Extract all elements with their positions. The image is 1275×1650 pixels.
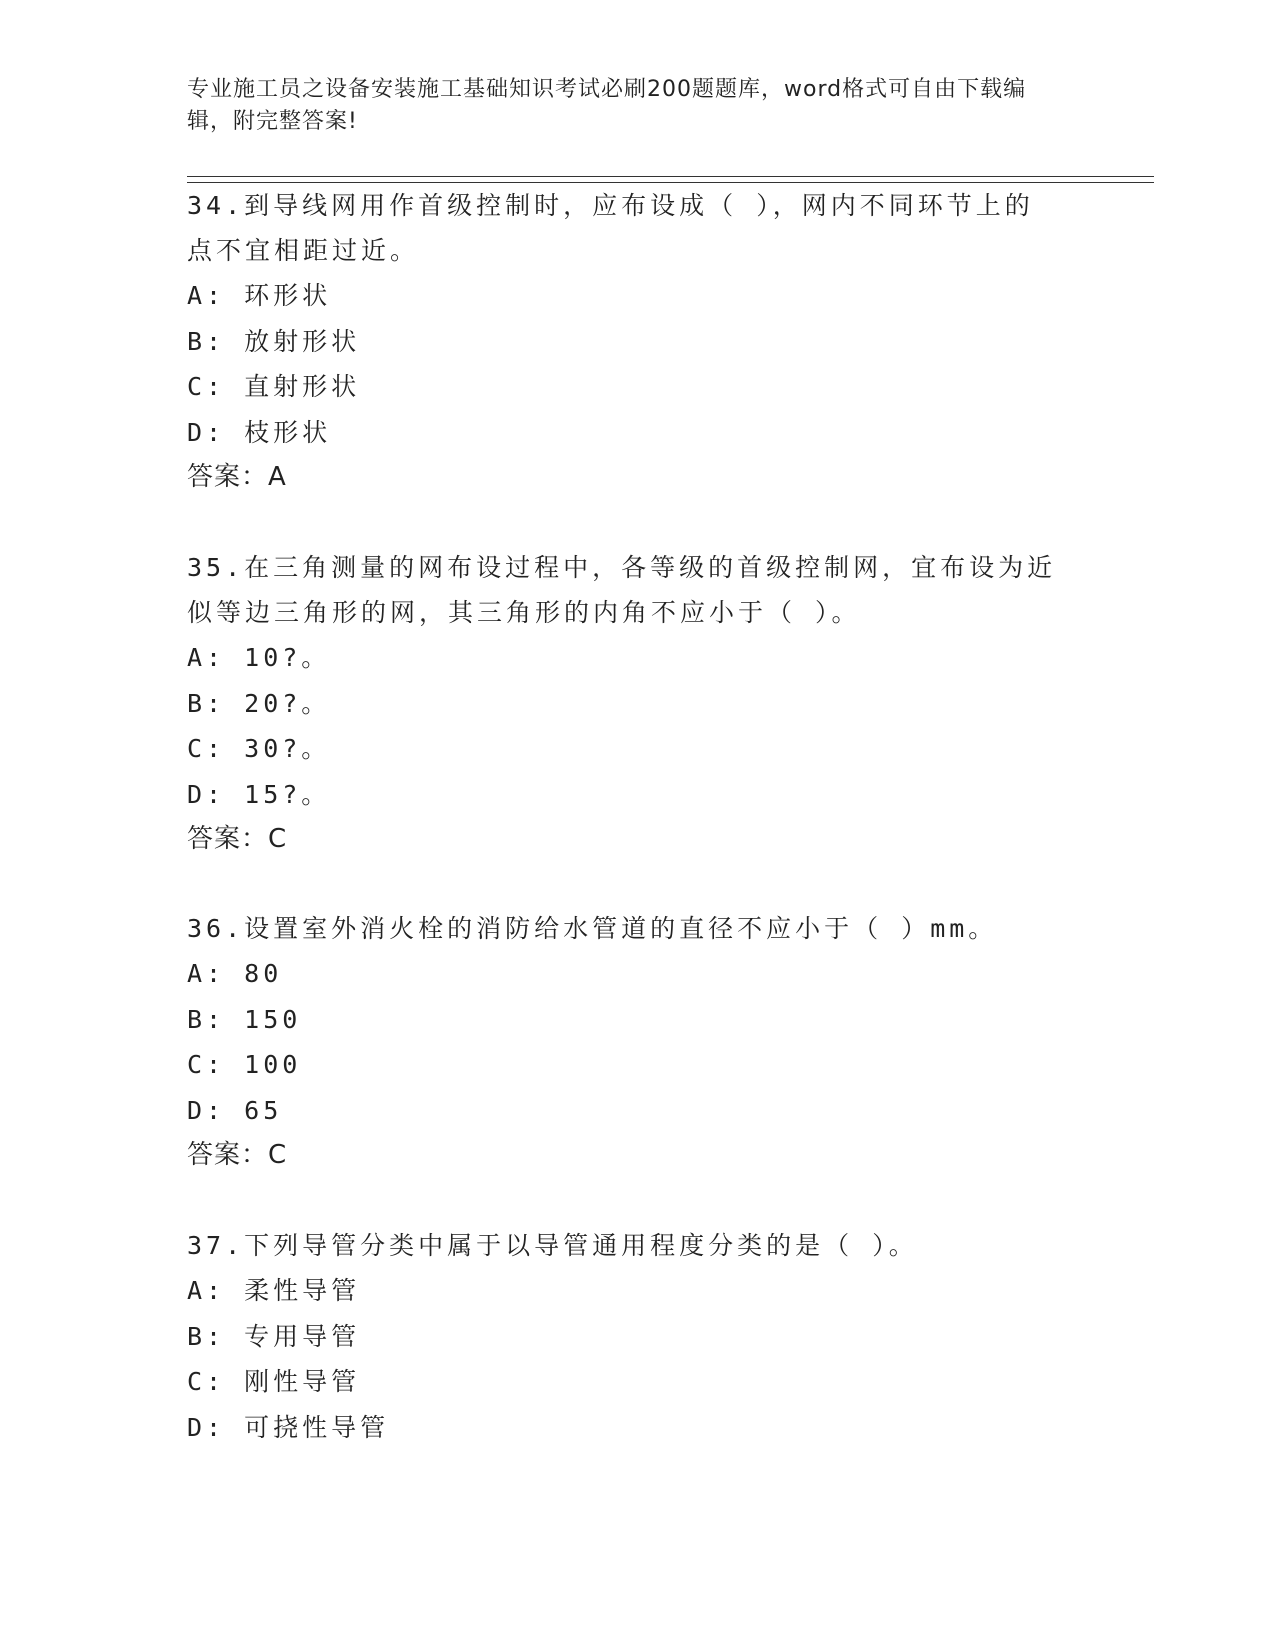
option-b: B: 20?。 — [187, 688, 331, 718]
option-d: D: 可挠性导管 — [187, 1412, 390, 1442]
option-a: A: 80 — [187, 959, 283, 988]
option-b: B: 放射形状 — [187, 326, 361, 356]
header-divider — [187, 176, 1154, 183]
option-c: C: 直射形状 — [187, 372, 361, 401]
question-stem: 36.设置室外消火栓的消防给水管道的直径不应小于（ ）mm。 — [187, 914, 998, 943]
option-c: C: 100 — [187, 1050, 302, 1079]
answer: 答案：A — [187, 462, 287, 492]
option-a: A: 环形状 — [187, 281, 332, 310]
question-37 — [187, 1223, 1087, 1450]
question-35 — [187, 545, 1067, 862]
option-a: A: 10?。 — [187, 643, 331, 672]
option-c: C: 30?。 — [187, 734, 331, 763]
option-d: D: 枝形状 — [187, 417, 332, 447]
answer: 答案：C — [187, 824, 288, 854]
question-stem: 37.下列导管分类中属于以导管通用程度分类的是（ ）。 — [187, 1231, 918, 1260]
question-stem: 35.在三角测量的网布设过程中，各等级的首级控制网，宜布设为近似等边三角形的网，其三角形的内角不应小于（ ）。 — [187, 553, 1057, 627]
option-d: D: 15?。 — [187, 779, 331, 809]
option-b: B: 专用导管 — [187, 1321, 361, 1351]
document-header: 专业施工员之设备安装施工基础知识考试必刷200题题库，word格式可自由下载编辑，附完整答案! — [187, 77, 1027, 134]
option-b: B: 150 — [187, 1004, 302, 1034]
question-stem: 34.到导线网用作首级控制时，应布设成（ ），网内不同环节上的点不宜相距过近。 — [187, 191, 1034, 265]
option-c: C: 刚性导管 — [187, 1367, 361, 1396]
answer: 答案：C — [187, 1140, 288, 1170]
option-d: D: 65 — [187, 1095, 283, 1125]
option-a: A: 柔性导管 — [187, 1276, 361, 1305]
question-34 — [187, 183, 1057, 500]
question-36 — [187, 906, 1087, 1178]
